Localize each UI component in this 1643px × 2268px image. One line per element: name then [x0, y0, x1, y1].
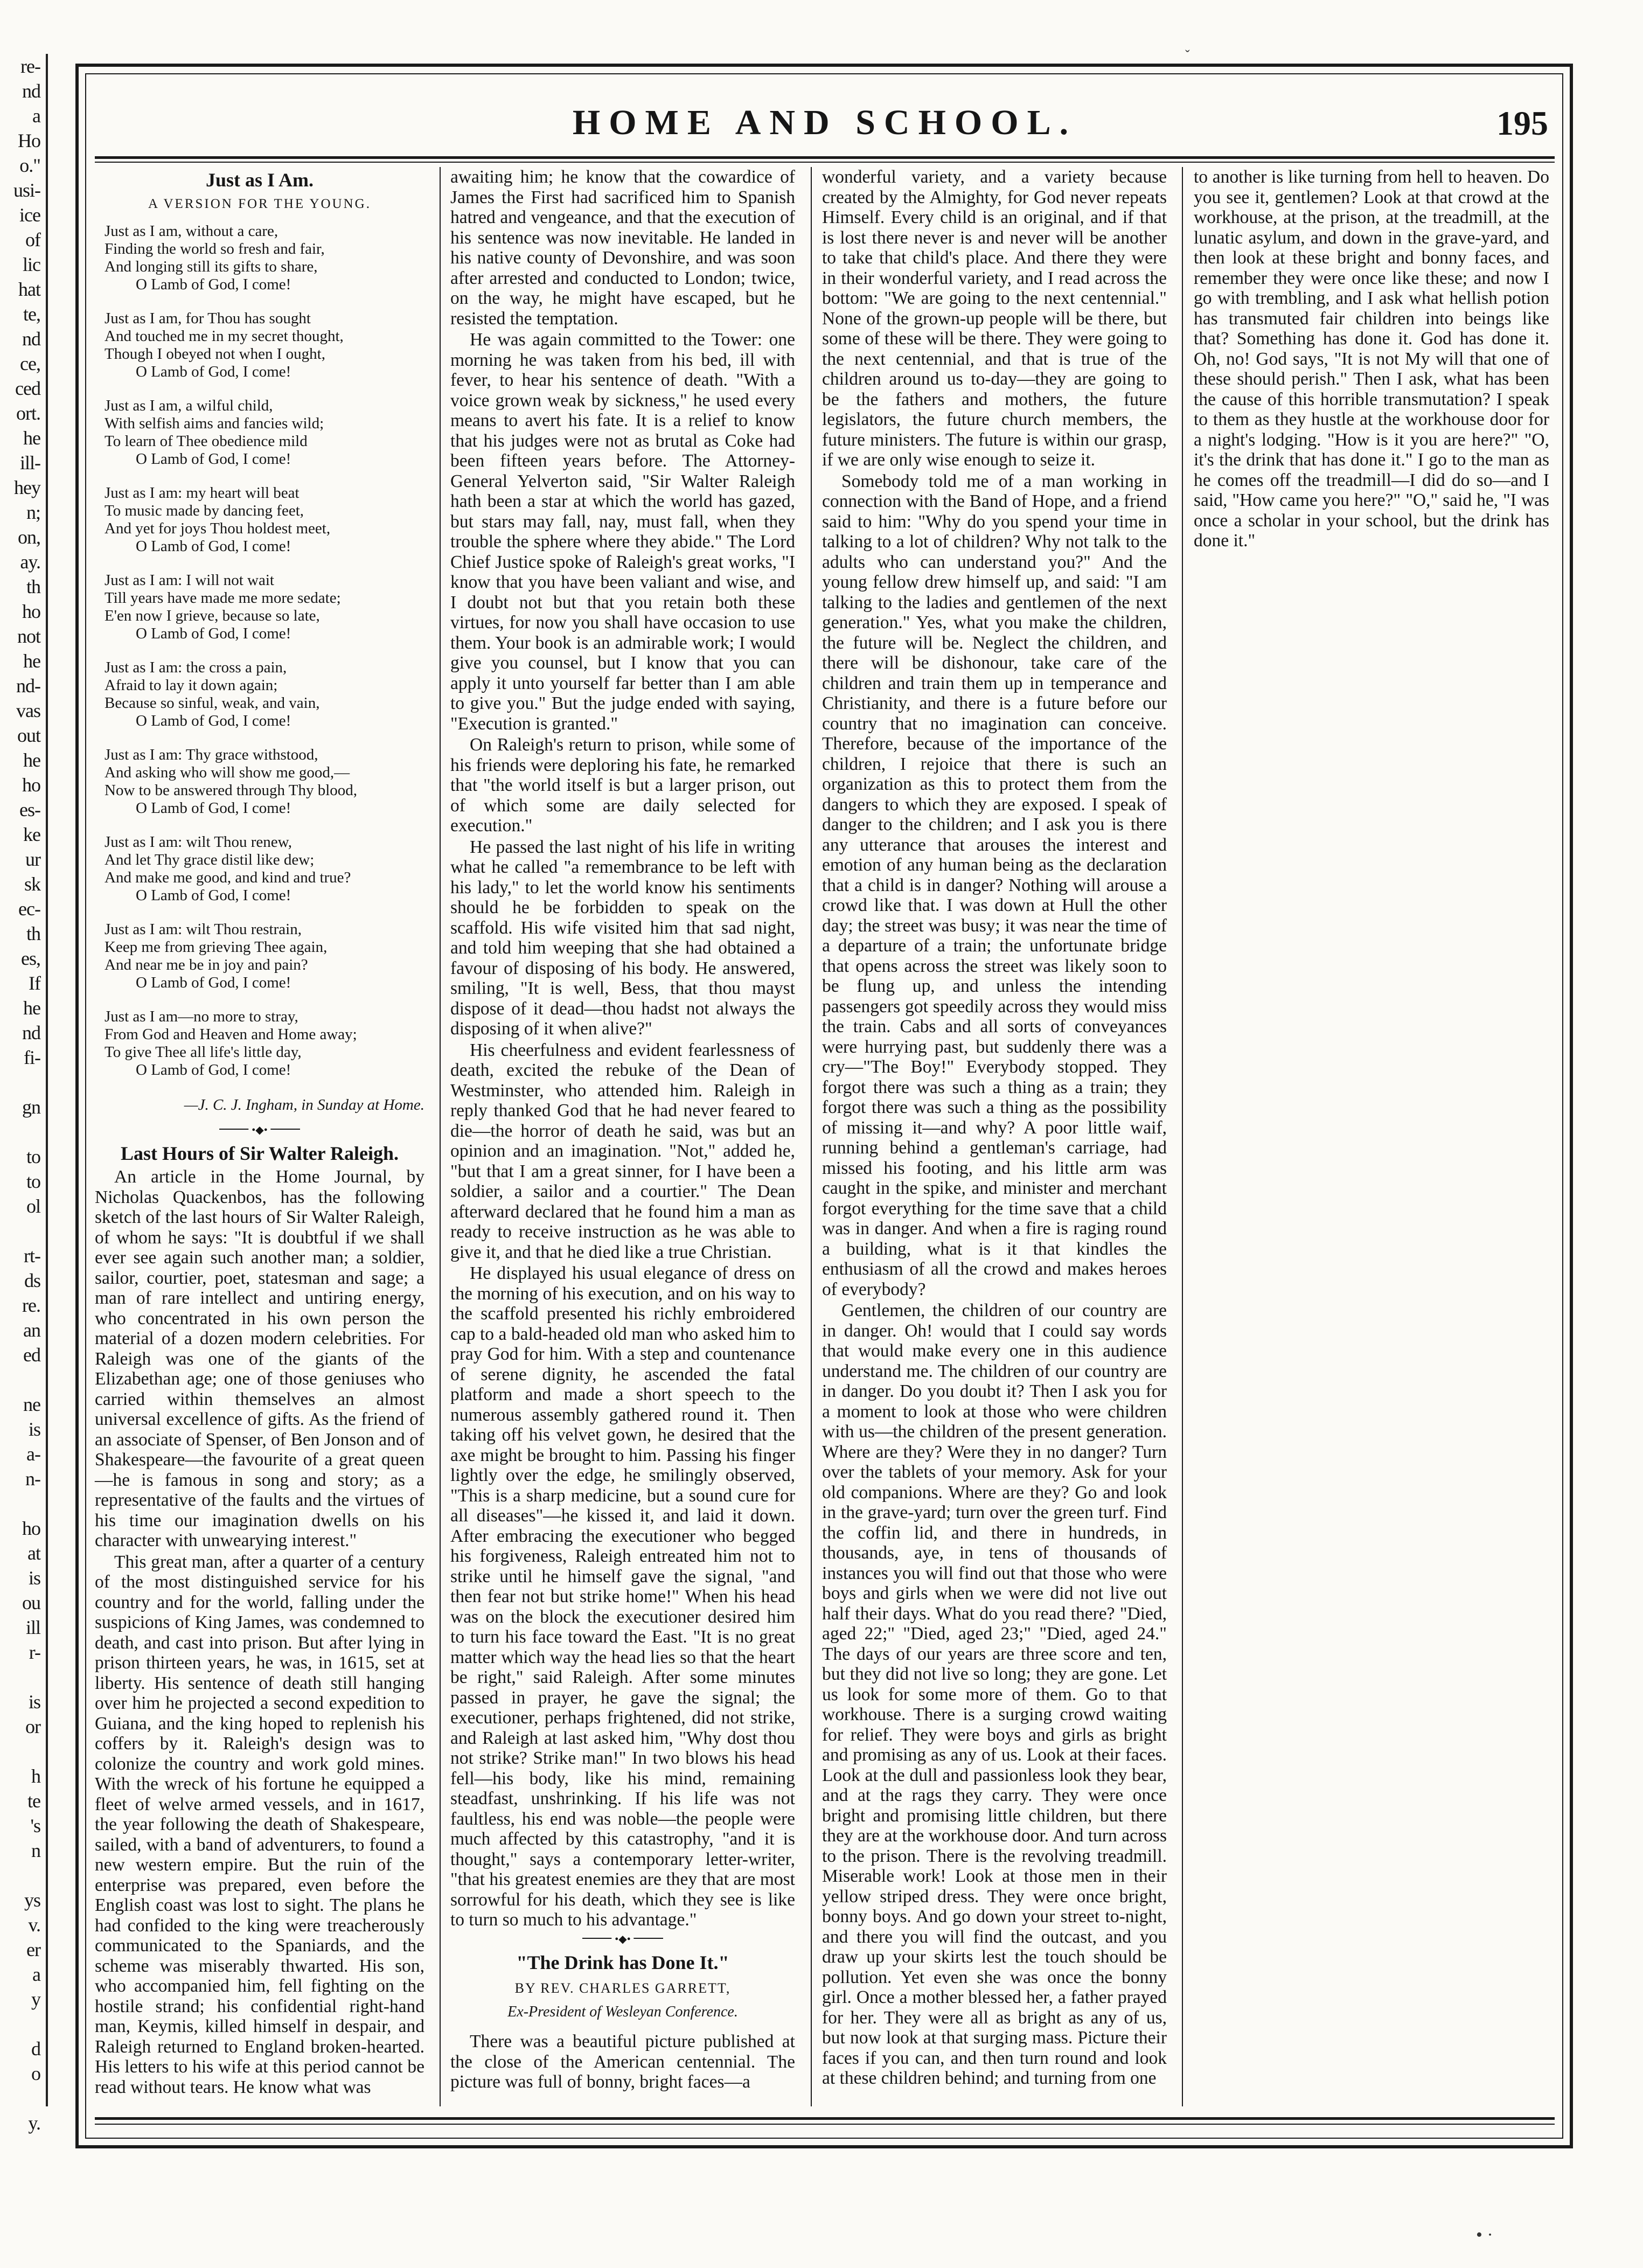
article-paragraph: An article in the Home Journal, by Nicholas Quackenbos, has the following sketch of the last hours of Sir Walter Raleigh, of whom he says: "It is doubtful if we shall ever see again such another man; a soldier, sailor, courtier, poet, statesman and sage; a man of rare intellect and untiring energy, who concentrated in his own person the material of a dozen modern celebrities. For Raleigh was one of the giants of the Elizabethan age; one of those geniuses who carried within themselves an almost universal excellence of gifts. As the friend of an associate of Spenser, of Ben Jonson and of Shakespeare—the favourite of a great queen—he is famous in song and story; as a representative of the faults and the virtues of his time our imagination dwells on his character with unwearying interest.": [95, 1167, 424, 1550]
page-number: 195: [1496, 104, 1548, 142]
margin-fragment: te,: [23, 303, 40, 325]
poem-line: Just as I am: the cross a pain,: [105, 659, 287, 676]
margin-fragment: gn: [22, 1096, 40, 1118]
margin-fragment: ur: [25, 848, 40, 870]
poem-stanza: [105, 921, 424, 992]
margin-fragment: to: [26, 1146, 40, 1167]
poem-line: Afraid to lay it down again;: [105, 677, 278, 694]
poem-line: With selfish aims and fancies wild;: [105, 415, 324, 432]
margin-fragment: ys: [24, 1889, 40, 1911]
header-rule-thin: [95, 162, 1555, 163]
article-paragraph: He passed the last night of his life in writing what he called "a remembrance to be left with his lady," to let the world know his sentiments should he be forbidden to speak on the scaffold. His wife visited him that sad night, and told him weeping that she had obtained a favour of disposing of his body. He answered, smiling, "It is well, Bess, that thou mayst dispose of it dead—thou hadst not always the disposing of it when alive?": [450, 837, 795, 1039]
poem-line: To give Thee all life's little day,: [105, 1043, 302, 1061]
poem-line: O Lamb of God, I come!: [136, 625, 291, 642]
poem-line: O Lamb of God, I come!: [136, 363, 291, 380]
poem-stanza: [105, 1008, 424, 1079]
margin-fragment: [0, 1367, 46, 1392]
margin-fragment: n: [31, 1840, 40, 1861]
margin-fragment: ec-: [18, 898, 40, 920]
poem-line: Just as I am, for Thou has sought: [105, 310, 311, 327]
article-title: Last Hours of Sir Walter Raleigh.: [120, 1142, 399, 1164]
poem-line: Just as I am, without a care,: [105, 222, 279, 240]
print-speck: ˇ: [1185, 47, 1190, 63]
margin-fragment: n;: [26, 502, 40, 523]
poem-stanza: [105, 222, 424, 294]
margin-fragment: Ho: [18, 130, 40, 151]
poem-line: Just as I am: I will not wait: [105, 572, 274, 589]
header-rule: [95, 156, 1555, 159]
margin-fragment: y: [31, 1988, 40, 2010]
margin-fragment: o.": [19, 155, 40, 176]
margin-fragment: [0, 1219, 46, 1243]
margin-fragment: hey: [14, 477, 40, 498]
margin-fragment: o: [31, 2063, 40, 2084]
margin-fragment: es,: [21, 948, 40, 969]
poem-line: Just as I am: wilt Thou restrain,: [105, 921, 302, 938]
margin-fragment: ort.: [16, 402, 40, 424]
poem-line: Though I obeyed not when I ought,: [105, 345, 325, 363]
margin-fragment: [0, 1070, 46, 1095]
article-paragraph: This great man, after a quarter of a century of the most distinguished service for his country and for the world, falling under the suspicions of King James, was condemned to death, and cast into prison. But after lying in prison thirteen years, he was, in 1615, set at liberty. His sentence of death still hanging over him he projected a second expedition to Guiana, and the king hoped to replenish his coffers by it. Raleigh's design was to colonize the country and work gold mines. With the wreck of his fortune he equipped a fleet of welve armed vessels, and in 1617, the year following the death of Shakespeare, sailed, with a band of adventurers, to found a new western empire. But the ruin of the enterprise was prepared, even before the English coast was lost to sight. The plans he had confided to the king were treacherously communicated to the Spaniards, and the scheme was miserably thwarted. His son, who accompanied him, fell fighting on the hostile strand; his confidential right-hand man, Keymis, killed himself in despair, and Raleigh returned to England broken-hearted. His letters to his wife at this period cannot be read without tears. He know what was: [95, 1552, 424, 2097]
margin-fragment: lic: [23, 254, 40, 275]
column-2: [450, 167, 795, 2106]
poem-line: O Lamb of God, I come!: [136, 799, 291, 817]
margin-fragment: ced: [15, 378, 40, 399]
margin-fragment: r-: [29, 1641, 40, 1663]
margin-fragment: he: [23, 997, 40, 1019]
margin-fragment: a: [32, 105, 40, 127]
margin-fragment: re.: [22, 1295, 40, 1316]
margin-fragment: of: [25, 229, 40, 251]
article-byline: BY REV. CHARLES GARRETT,: [514, 1980, 731, 1996]
margin-fragment: [0, 2012, 46, 2036]
margin-fragment: hat: [18, 279, 40, 300]
margin-fragment: he: [23, 749, 40, 771]
margin-fragment: or: [25, 1716, 40, 1737]
poem-stanza: [105, 833, 424, 905]
publication-title: HOME AND SCHOOL.: [572, 103, 1077, 142]
poem-line: And touched me in my secret thought,: [105, 328, 344, 345]
margin-fragment: [0, 1119, 46, 1144]
footer-rule: [95, 2117, 1555, 2120]
poem-line: Just as I am, a wilful child,: [105, 397, 273, 414]
margin-fragment: ho: [22, 601, 40, 622]
poem-line: And let Thy grace distil like dew;: [105, 851, 315, 868]
margin-fragment: he: [23, 427, 40, 449]
poem-line: O Lamb of God, I come!: [136, 712, 291, 729]
article-paragraph: awaiting him; he know that the cowardice of James the First had sacrificed him to Spanish hatred and vengeance, and that the execution of his sentence was now inevitable. He landed in his native county of Devonshire, and was soon after arrested and conducted to London; twice, on the way, he might have escaped, but he resisted the temptation.: [450, 167, 795, 329]
poem-line: Because so sinful, weak, and vain,: [105, 694, 320, 712]
poem-line: Just as I am: Thy grace withstood,: [105, 746, 318, 763]
margin-fragment: ds: [24, 1270, 40, 1291]
margin-fragment: ed: [23, 1344, 40, 1366]
margin-fragment: ice: [19, 204, 40, 226]
poem-stanza: [105, 397, 424, 468]
poem-line: Finding the world so fresh and fair,: [105, 240, 325, 258]
column-4: [1194, 167, 1549, 2106]
margin-fragment: ce,: [20, 353, 40, 374]
poem-line: And near me be in joy and pain?: [105, 956, 308, 973]
margin-fragment: he: [23, 650, 40, 672]
margin-fragment: [0, 1863, 46, 1888]
margin-fragment: to: [26, 1171, 40, 1192]
article-paragraph: wonderful variety, and a variety because created by the Almighty, for God never repeats Himself. Every child is an original, and if that is lost there never is and never will be another to take that child's place. And there they were in their wonderful variety, and I read across the bottom: "We are going to the next centennial." None of the grown-up people will be there, but some of these will be there. They were going to the next centennial, and that is true of the children around us to-day—they are going to be the fathers and mothers, the future legislators, the future church members, the future ministers. The future is within our grasp, if we are only wise enough to seize it.: [822, 167, 1167, 470]
margin-fragment: ke: [23, 824, 40, 845]
poem-credit: —J. C. J. Ingham, in Sunday at Home.: [184, 1096, 424, 1114]
margin-fragment: a-: [26, 1443, 40, 1465]
margin-fragment: ou: [22, 1592, 40, 1613]
margin-fragment: vas: [16, 700, 40, 721]
article-paragraph: Somebody told me of a man working in connection with the Band of Hope, and a friend said to him: "Why do you spend your time in talking to a lot of children? Why not talk to the adults who can understand you?" And the young fellow drew himself up, and said: "I am talking to the ladies and gentlemen of the next generation." Yes, what you make the children, the future will be. Neglect the children, and there will be dishonour, take care of the children and train them up in temperance and Christianity, and there is a future before our country that no imagination can conceive. Therefore, because of the importance of the children, I rejoice that there is such an organization as this to protect them from the dangers to which they are exposed. I speak of danger to the children; and I ask you is there any utterance that arouses the interest and emotion of any human being as the declaration that a child is in danger? Nothing will arouse a crowd like that. I was down at Hull the other day; the street was busy; it was near the time of a departure of a train; the unfortunate bridge that opens across the street was likely soon to be flung up, and unless the intending passengers got speedily across they would miss the train. Cabs and all sorts of conveyances were hurrying past, but suddenly there was a cry—"The Boy!" Everybody stopped. They forgot there was such a thing as a train; they forgot there was such a thing as the possibility of missing it—and why? A poor little waif, running behind a gentleman's carriage, had missed his footing, and his little arm was caught in the spike, and minister and merchant forgot everything for the time save that a child was in danger. And when a fire is raging round a building, what is it that kindles the enthusiasm of all the crowd and makes heroes of everybody?: [822, 471, 1167, 1299]
poem-line: Just as I am—no more to stray,: [105, 1008, 298, 1025]
margin-fragment: nd-: [16, 675, 40, 697]
margin-fragment: 's: [30, 1815, 40, 1836]
margin-fragment: te: [27, 1790, 40, 1812]
poem-stanza: [105, 572, 424, 643]
article-paragraph: He was again committed to the Tower: one morning he was taken from his bed, ill with fever, to hear his sentence of death. "With a voice grown weak by sickness," he used every means to avert his fate. It is a relief to know that his judges were not as brutal as Coke had been fifteen years before. The Attorney-General Yelverton said, "Sir Walter Raleigh hath been a star at which the world has gazed, but stars may fall, nay, must fall, when they trouble the sphere where they abide." The Lord Chief Justice spoke of Raleigh's great works, "I know that you have been valiant and wise, and I doubt not but that you retain both these virtues, for now you shall have occasion to use them. Your book is an admirable work; I would give you counsel, but I know that you can apply it unto yourself far better than I am able to give you." But the judge ended with saying, "Execution is granted.": [450, 330, 795, 734]
article-paragraph: His cheerfulness and evident fearlessness of death, excited the rebuke of the Dean of Westminster, who attended him. Raleigh in reply thanked God that he had never feared to die—the horror of death he said, was but an opinion and an imagination. "Not," added he, "but that I am a great sinner, for I have been a soldier, a sailor and a courtier." The Dean afterward declared that he found him a man as ready to receive instruction as he was able to give it, and that he died like a true Christian.: [450, 1040, 795, 1262]
margin-fragment: ol: [26, 1195, 40, 1217]
poem-line: To music made by dancing feet,: [105, 502, 304, 519]
article-columns: [95, 167, 1555, 2106]
poem-line: Just as I am: wilt Thou renew,: [105, 833, 292, 851]
poem-line: And make me good, and kind and true?: [105, 869, 351, 886]
column-1: [95, 167, 424, 2106]
margin-fragment: ill-: [20, 452, 40, 474]
margin-fragment: [0, 1665, 46, 1689]
poem-line: O Lamb of God, I come!: [136, 974, 291, 991]
margin-fragment: [0, 1491, 46, 1516]
margin-fragment: es-: [19, 799, 40, 820]
poem-line: O Lamb of God, I come!: [136, 887, 291, 904]
poem-line: And longing still its gifts to share,: [105, 258, 318, 275]
adjacent-page-margin: [0, 54, 48, 2134]
margin-fragment: d: [31, 2038, 40, 2060]
poem-line: And asking who will show me good,—: [105, 764, 350, 781]
print-speck: • ·: [1476, 2225, 1493, 2245]
margin-fragment: at: [27, 1542, 40, 1564]
poem-title: Just as I Am.: [205, 169, 314, 191]
margin-fragment: th: [26, 923, 40, 944]
margin-fragment: y.: [28, 2112, 40, 2134]
poem-body: [95, 222, 424, 1079]
margin-fragment: nd: [22, 328, 40, 350]
poem-subtitle: A VERSION FOR THE YOUNG.: [148, 196, 371, 211]
margin-fragment: [0, 1739, 46, 1764]
margin-fragment: ho: [22, 774, 40, 796]
margin-fragment: an: [23, 1319, 40, 1341]
poem-line: O Lamb of God, I come!: [136, 450, 291, 468]
poem-line: O Lamb of God, I come!: [136, 276, 291, 293]
article-paragraph: Gentlemen, the children of our country are in danger. Oh! would that I could say words that would make every one in this audience understand me. The children of our country are in danger. Do you doubt it? Then I ask you for a moment to look at those who were children with us—the children of the present generation. Where are they? Were they in no danger? Turn over the tablets of your memory. Ask for your old companions. Where are they? Go and look in the grave-yard; turn over the green turf. Find the coffin lid, and there in hundreds, in thousands, aye, in tens of thousands of instances you will find out that those who were boys and girls when we were did not live out half their days. What do you read there? "Died, aged 22;" "Died, aged 23;" "Died, aged 24." The days of our years are three score and ten, but they did not live so long; they are gone. Let us look for some more of them. Go to that workhouse. There is a surging crowd waiting for relief. They were boys and girls as bright and promising as any of us. Look at their faces. Look at the dull and passionless look they bear, and at the rags they carry. They were once bright and promising little children, but there they are at the workhouse door. And turn across to the prison. There is the revolving treadmill. Miserable work! Look at those men in their yellow striped dress. They were once bright, bonny boys. And go down your street to-night, and there you will find the outcast, and you draw up your skirts lest the touch should be pollution. Yet even she was once the bonny girl. Once a mother blessed her, a father prayed for her. They were all as bright as any of us, but now look at that surging mass. Picture their faces if you can, and then turn round and look at these children behind; and turning from one: [822, 1300, 1167, 2088]
margin-fragment: ho: [22, 1518, 40, 1539]
margin-fragment: n-: [25, 1468, 40, 1490]
margin-fragment: usi-: [13, 179, 40, 201]
margin-fragment: is: [28, 1567, 40, 1589]
margin-fragment: er: [26, 1939, 40, 1960]
margin-fragment: sk: [24, 873, 40, 895]
margin-fragment: h: [31, 1765, 40, 1787]
margin-fragment: ay.: [20, 551, 40, 573]
margin-fragment: nd: [22, 1022, 40, 1043]
article-paragraph: He displayed his usual elegance of dress on the morning of his execution, and on his way to the scaffold presented his richly embroidered cap to a bald-headed old man who asked him to pray God for him. With a step and countenance of serene dignity, he ascended the fatal platform and made a short speech to the numerous assembly gathered round it. Then taking off his velvet gown, he desired that the axe might be brought to him. Passing his finger lightly over the edge, he smilingly observed, "This is a sharp medicine, but a sound cure for all diseases"—he kissed it, and laid it down. After embracing the executioner who begged his forgiveness, Raleigh entreated him not to strike until he himself gave the signal, "and then fear not but strike home!" When his head was on the block the executioner desired him to turn his face toward the East. "It is no great matter which way the head lies so that the heart be right," said Raleigh. After some minutes passed in prayer, he gave the signal; the executioner, perhaps frightened, did not strike, and Raleigh at last asked him, "Why dost thou not strike? Strike man!" In two blows his head fell—his body, like his mind, remaining steadfast, unshrinking. If his life was not faultless, his end was noble—the people were much affected by this catastrophy, "and it is thought," says a contemporary letter-writer, "that his greatest enemies are they that are most sorrowful for his death, which they see is like to turn so much to his advantage.": [450, 1263, 795, 1930]
section-divider: [582, 1938, 663, 1943]
margin-fragment: out: [17, 725, 40, 746]
section-divider: [219, 1129, 300, 1134]
margin-fragment: ill: [25, 1617, 40, 1638]
margin-fragment: not: [17, 625, 40, 647]
poem-stanza: [105, 310, 424, 381]
poem-line: O Lamb of God, I come!: [136, 1061, 291, 1079]
margin-fragment: If: [29, 972, 40, 994]
poem-line: To learn of Thee obedience mild: [105, 433, 308, 450]
article-byline-role: Ex-President of Wesleyan Conference.: [507, 2003, 738, 2020]
margin-fragment: rt-: [24, 1245, 40, 1267]
margin-fragment: is: [28, 1691, 40, 1713]
article-title: "The Drink has Done It.": [516, 1951, 729, 1973]
margin-fragment: re-: [20, 55, 40, 77]
article-paragraph: On Raleigh's return to prison, while some of his friends were deploring his fate, he remarked that "the world itself is but a larger prison, out of which some are daily selected for execution.": [450, 735, 795, 836]
page-header: [95, 96, 1555, 150]
margin-fragment: fi-: [24, 1047, 40, 1068]
poem-line: Keep me from grieving Thee again,: [105, 938, 328, 956]
poem-line: From God and Heaven and Home away;: [105, 1026, 357, 1043]
article-paragraph: to another is like turning from hell to heaven. Do you see it, gentlemen? Look at that crowd at the workhouse, at the prison, at the treadmill, at the lunatic asylum, and down in the grave-yard, and then look at these bright and bonny faces, and remember they were once like these; and now I go with trembling, and I ask what hellish potion has transmuted fair children into beings like that? Something has done it. God has done it. Oh, no! God says, "It is not My will that one of these should perish." Then I ask, what has been the cause of this horrible transmutation? I speak to them as they hustle at the workhouse door for a night's lodging. "How is it you are here?" "O, it's the drink that has done it." I go to the man as he comes off the treadmill—I did do so—and I said, "How came you here?" "O," said he, "I was once a scholar in your school, but the drink has done it.": [1194, 167, 1549, 551]
margin-fragment: th: [26, 576, 40, 597]
column-3: [822, 167, 1167, 2106]
poem-stanza: [105, 659, 424, 730]
margin-fragment: a: [32, 1964, 40, 1985]
margin-fragment: v.: [28, 1914, 40, 1936]
margin-fragment: ne: [23, 1394, 40, 1415]
poem-stanza: [105, 746, 424, 817]
margin-fragment: on,: [18, 526, 40, 548]
poem-line: And yet for joys Thou holdest meet,: [105, 520, 331, 537]
margin-fragment: is: [28, 1418, 40, 1440]
poem-line: E'en now I grieve, because so late,: [105, 607, 320, 624]
poem-line: Just as I am: my heart will beat: [105, 484, 300, 502]
article-paragraph: There was a beautiful picture published at the close of the American centennial. The picture was full of bonny, bright faces—a: [450, 2032, 795, 2092]
poem-line: O Lamb of God, I come!: [136, 538, 291, 555]
poem-line: Now to be answered through Thy blood,: [105, 782, 358, 799]
poem-stanza: [105, 484, 424, 555]
margin-fragment: [0, 2086, 46, 2111]
footer-rule-thin: [95, 2124, 1555, 2125]
poem-line: Till years have made me more sedate;: [105, 589, 341, 607]
margin-fragment: nd: [22, 80, 40, 102]
